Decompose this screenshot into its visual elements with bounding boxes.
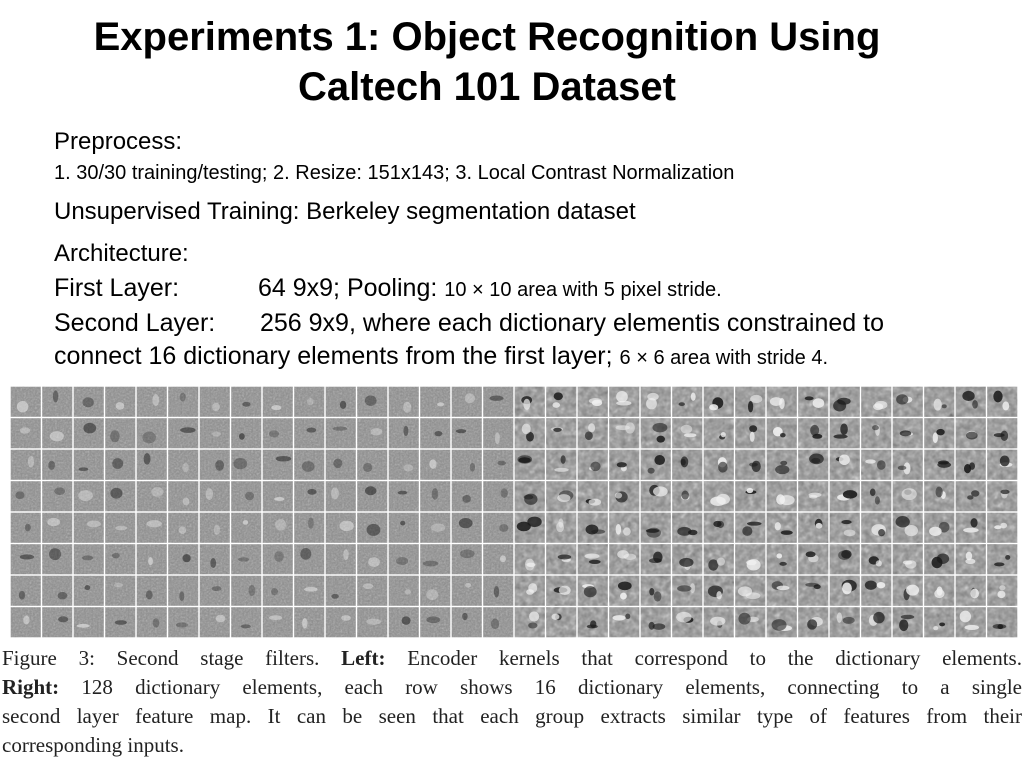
dictionary-element-tile <box>767 387 797 417</box>
encoder-kernel-tile <box>200 576 230 606</box>
caption-text-1a: Figure 3: Second stage filters. <box>2 646 342 670</box>
encoder-kernel-tile <box>74 387 104 417</box>
encoder-kernel-tile <box>483 481 513 511</box>
encoder-kernel-tile <box>452 576 482 606</box>
dictionary-element-tile <box>735 387 765 417</box>
dictionary-element-tile <box>546 481 576 511</box>
dictionary-element-tile <box>578 450 608 480</box>
dictionary-element-tile <box>609 544 639 574</box>
dictionary-element-tile <box>641 513 671 543</box>
dictionary-element-tile <box>987 513 1017 543</box>
encoder-kernel-tile <box>11 607 41 637</box>
encoder-kernel-tile <box>105 607 135 637</box>
dictionary-element-tile <box>861 450 891 480</box>
encoder-kernel-tile <box>200 607 230 637</box>
dictionary-element-tile <box>546 418 576 448</box>
dictionary-element-tile <box>515 387 545 417</box>
encoder-kernel-tile <box>105 576 135 606</box>
encoder-kernel-tile <box>483 450 513 480</box>
encoder-kernel-tile <box>105 450 135 480</box>
encoder-kernel-tile <box>231 544 261 574</box>
dictionary-element-tile <box>515 544 545 574</box>
dictionary-element-tile <box>641 387 671 417</box>
dictionary-element-tile <box>861 576 891 606</box>
dictionary-element-tile <box>641 544 671 574</box>
encoder-kernel-tile <box>11 450 41 480</box>
dictionary-element-tile <box>578 418 608 448</box>
encoder-kernel-tile <box>105 481 135 511</box>
dictionary-element-tile <box>924 607 954 637</box>
dictionary-element-tile <box>546 513 576 543</box>
dictionary-element-tile <box>578 481 608 511</box>
encoder-kernel-tile <box>74 513 104 543</box>
encoder-kernel-tile <box>389 418 419 448</box>
encoder-kernel-tile <box>168 576 198 606</box>
encoder-kernel-tile <box>483 607 513 637</box>
dictionary-element-tile <box>798 387 828 417</box>
dictionary-element-tile <box>956 576 986 606</box>
encoder-kernel-tile <box>326 450 356 480</box>
dictionary-element-tile <box>830 450 860 480</box>
dictionary-element-tile <box>641 418 671 448</box>
dictionary-element-tile <box>798 481 828 511</box>
encoder-kernel-tile <box>168 481 198 511</box>
encoder-kernel-tile <box>420 513 450 543</box>
encoder-kernel-tile <box>294 544 324 574</box>
encoder-kernel-tile <box>389 576 419 606</box>
dictionary-element-tile <box>704 387 734 417</box>
dictionary-element-tile <box>798 576 828 606</box>
caption-line-2 <box>2 673 1022 702</box>
encoder-kernel-tile <box>74 450 104 480</box>
dictionary-element-tile <box>672 513 702 543</box>
second-layer-line-2 <box>54 342 828 371</box>
second-layer-line <box>54 309 884 338</box>
encoder-kernel-tile <box>200 387 230 417</box>
dictionary-element-tile <box>830 607 860 637</box>
caption-line-1 <box>2 644 1022 673</box>
encoder-kernel-tile <box>42 418 72 448</box>
encoder-kernel-tile <box>357 418 387 448</box>
encoder-kernel-tile <box>168 607 198 637</box>
dictionary-element-tile <box>893 418 923 448</box>
encoder-kernel-tile <box>137 481 167 511</box>
dictionary-element-tile <box>893 450 923 480</box>
dictionary-element-tile <box>767 418 797 448</box>
encoder-kernel-tile <box>452 418 482 448</box>
encoder-kernel-tile <box>263 607 293 637</box>
encoder-kernel-tile <box>42 513 72 543</box>
preprocess-steps: 1. 30/30 training/testing; 2. Resize: 151x143; 3. Local Contrast Normalization <box>54 162 735 184</box>
dictionary-elements-panel <box>515 387 1018 638</box>
dictionary-element-tile <box>987 387 1017 417</box>
dictionary-element-tile <box>704 418 734 448</box>
encoder-kernel-tile <box>483 544 513 574</box>
dictionary-element-tile <box>735 544 765 574</box>
dictionary-element-tile <box>672 387 702 417</box>
encoder-kernel-tile <box>263 481 293 511</box>
first-layer-line <box>54 274 722 303</box>
second-layer-desc: 256 9x9, where each dictionary elementis constrained to <box>260 309 884 337</box>
caption-right-label: Right: <box>2 675 60 699</box>
dictionary-element-tile <box>609 418 639 448</box>
encoder-kernel-tile <box>294 576 324 606</box>
dictionary-element-tile <box>641 607 671 637</box>
dictionary-element-tile <box>987 544 1017 574</box>
dictionary-element-tile <box>672 607 702 637</box>
encoder-kernel-tile <box>105 387 135 417</box>
caption-text-2: 128 dictionary elements, each row shows 16 dictionary elements, connecting to a single <box>59 675 1022 699</box>
dictionary-element-tile <box>924 513 954 543</box>
encoder-kernel-tile <box>200 513 230 543</box>
encoder-kernel-tile <box>357 387 387 417</box>
encoder-kernel-tile <box>74 418 104 448</box>
dictionary-element-tile <box>641 481 671 511</box>
second-layer-pooling: 6 × 6 area with stride 4. <box>619 347 828 369</box>
architecture-label: Architecture: <box>54 240 189 267</box>
figure-caption <box>2 644 1022 760</box>
dictionary-element-tile <box>546 576 576 606</box>
dictionary-element-tile <box>893 544 923 574</box>
encoder-kernel-tile <box>263 387 293 417</box>
dictionary-element-tile <box>956 450 986 480</box>
encoder-kernel-tile <box>420 576 450 606</box>
encoder-kernel-tile <box>483 513 513 543</box>
encoder-kernel-tile <box>200 481 230 511</box>
dictionary-element-tile <box>515 450 545 480</box>
encoder-kernel-tile <box>483 418 513 448</box>
caption-line-3: second layer feature map. It can be seen that each group extracts similar type of features from their <box>2 704 1022 728</box>
title-line-1: Experiments 1: Object Recognition Using <box>93 15 881 59</box>
encoder-kernel-tile <box>420 450 450 480</box>
encoder-kernel-tile <box>263 576 293 606</box>
dictionary-element-tile <box>798 418 828 448</box>
encoder-kernel-tile <box>326 544 356 574</box>
dictionary-element-tile <box>735 576 765 606</box>
encoder-kernel-tile <box>357 513 387 543</box>
dictionary-element-tile <box>830 387 860 417</box>
dictionary-element-tile <box>546 544 576 574</box>
encoder-kernel-tile <box>11 544 41 574</box>
dictionary-element-tile <box>735 450 765 480</box>
encoder-kernel-tile <box>105 513 135 543</box>
encoder-kernel-tile <box>42 387 72 417</box>
dictionary-element-tile <box>956 418 986 448</box>
dictionary-element-tile <box>956 387 986 417</box>
dictionary-element-tile <box>578 576 608 606</box>
encoder-kernel-tile <box>452 607 482 637</box>
slide-title <box>0 12 974 112</box>
encoder-kernel-tile <box>168 450 198 480</box>
encoder-kernel-tile <box>357 576 387 606</box>
encoder-kernel-tile <box>137 607 167 637</box>
encoder-kernel-tile <box>389 513 419 543</box>
encoder-kernel-tile <box>105 544 135 574</box>
dictionary-element-tile <box>987 418 1017 448</box>
first-layer-pooling: 10 × 10 area with 5 pixel stride. <box>444 279 722 301</box>
dictionary-element-tile <box>515 576 545 606</box>
dictionary-element-tile <box>704 607 734 637</box>
encoder-kernel-tile <box>42 576 72 606</box>
encoder-kernel-tile <box>452 387 482 417</box>
dictionary-element-tile <box>987 450 1017 480</box>
encoder-kernel-tile <box>231 481 261 511</box>
dictionary-element-tile <box>767 513 797 543</box>
dictionary-element-tile <box>830 418 860 448</box>
dictionary-element-tile <box>578 387 608 417</box>
unsupervised-training-text: Unsupervised Training: Berkeley segmentation dataset <box>54 198 636 225</box>
encoder-kernel-tile <box>11 513 41 543</box>
dictionary-element-tile <box>641 450 671 480</box>
dictionary-element-tile <box>704 481 734 511</box>
dictionary-element-tile <box>515 607 545 637</box>
dictionary-element-tile <box>767 607 797 637</box>
dictionary-element-tile <box>515 418 545 448</box>
dictionary-element-tile <box>735 513 765 543</box>
encoder-kernel-tile <box>326 607 356 637</box>
encoder-kernel-tile <box>231 387 261 417</box>
dictionary-element-tile <box>672 481 702 511</box>
dictionary-element-tile <box>956 513 986 543</box>
dictionary-element-tile <box>767 481 797 511</box>
dictionary-element-tile <box>609 481 639 511</box>
dictionary-element-tile <box>987 576 1017 606</box>
dictionary-element-tile <box>609 607 639 637</box>
dictionary-element-tile <box>578 544 608 574</box>
encoder-kernel-tile <box>263 450 293 480</box>
dictionary-element-tile <box>735 481 765 511</box>
encoder-kernel-tile <box>357 450 387 480</box>
encoder-kernel-tile <box>357 607 387 637</box>
dictionary-element-tile <box>767 576 797 606</box>
dictionary-element-tile <box>893 513 923 543</box>
encoder-kernel-tile <box>74 576 104 606</box>
dictionary-element-tile <box>546 450 576 480</box>
dictionary-element-tile <box>767 544 797 574</box>
encoder-kernel-tile <box>231 576 261 606</box>
encoder-kernel-tile <box>483 576 513 606</box>
dictionary-element-tile <box>924 418 954 448</box>
dictionary-element-tile <box>798 544 828 574</box>
dictionary-element-tile <box>704 576 734 606</box>
dictionary-element-tile <box>641 576 671 606</box>
preprocess-label: Preprocess: <box>54 128 183 155</box>
encoder-kernel-tile <box>483 387 513 417</box>
dictionary-element-tile <box>609 576 639 606</box>
encoder-kernel-tile <box>294 481 324 511</box>
second-layer-desc-2: connect 16 dictionary elements from the first layer; <box>54 342 613 370</box>
encoder-kernel-tile <box>357 481 387 511</box>
encoder-kernel-tile <box>74 481 104 511</box>
encoder-kernel-tile <box>420 607 450 637</box>
dictionary-element-tile <box>830 544 860 574</box>
caption-line-4: corresponding inputs. <box>2 733 184 757</box>
dictionary-element-tile <box>893 576 923 606</box>
encoder-kernel-tile <box>420 418 450 448</box>
filter-figure <box>10 386 1018 638</box>
encoder-kernel-tile <box>137 513 167 543</box>
encoder-kernel-tile <box>452 513 482 543</box>
encoder-kernel-tile <box>389 481 419 511</box>
dictionary-element-tile <box>830 513 860 543</box>
encoder-kernels-panel <box>11 387 514 638</box>
encoder-kernel-tile <box>452 481 482 511</box>
encoder-kernel-tile <box>231 513 261 543</box>
encoder-kernel-tile <box>389 450 419 480</box>
dictionary-element-tile <box>956 607 986 637</box>
dictionary-element-tile <box>515 481 545 511</box>
encoder-kernel-tile <box>389 387 419 417</box>
dictionary-element-tile <box>672 544 702 574</box>
dictionary-element-tile <box>830 481 860 511</box>
dictionary-element-tile <box>672 418 702 448</box>
dictionary-element-tile <box>609 450 639 480</box>
encoder-kernel-tile <box>326 576 356 606</box>
encoder-kernel-tile <box>263 513 293 543</box>
dictionary-element-tile <box>704 513 734 543</box>
dictionary-element-tile <box>893 481 923 511</box>
encoder-kernel-tile <box>137 418 167 448</box>
encoder-kernel-tile <box>357 544 387 574</box>
encoder-kernel-tile <box>11 387 41 417</box>
dictionary-element-tile <box>861 513 891 543</box>
title-line-2: Caltech 101 Dataset <box>298 65 676 109</box>
encoder-kernel-tile <box>326 418 356 448</box>
encoder-kernel-tile <box>200 418 230 448</box>
encoder-kernel-tile <box>11 481 41 511</box>
dictionary-element-tile <box>893 607 923 637</box>
dictionary-element-tile <box>735 418 765 448</box>
encoder-kernel-tile <box>11 418 41 448</box>
dictionary-element-tile <box>546 607 576 637</box>
second-layer-label: Second Layer: <box>54 309 216 337</box>
encoder-kernel-tile <box>168 418 198 448</box>
dictionary-element-tile <box>609 513 639 543</box>
encoder-kernel-tile <box>420 387 450 417</box>
encoder-kernel-tile <box>263 418 293 448</box>
dictionary-element-tile <box>830 576 860 606</box>
encoder-kernel-tile <box>137 387 167 417</box>
encoder-kernel-tile <box>294 450 324 480</box>
first-layer-filters: 64 9x9; Pooling: <box>258 274 438 302</box>
caption-text-1b: Encoder kernels that correspond to the dictionary elements. <box>385 646 1022 670</box>
encoder-kernel-tile <box>326 387 356 417</box>
encoder-kernel-tile <box>74 607 104 637</box>
dictionary-element-tile <box>956 544 986 574</box>
encoder-kernel-tile <box>389 607 419 637</box>
dictionary-element-tile <box>987 481 1017 511</box>
dictionary-element-tile <box>987 607 1017 637</box>
dictionary-element-tile <box>861 481 891 511</box>
caption-left-label: Left: <box>341 646 386 670</box>
encoder-kernel-tile <box>42 481 72 511</box>
encoder-kernel-tile <box>168 513 198 543</box>
encoder-kernel-tile <box>200 450 230 480</box>
encoder-kernel-tile <box>389 544 419 574</box>
dictionary-element-tile <box>515 513 545 543</box>
dictionary-element-tile <box>924 387 954 417</box>
encoder-kernel-tile <box>452 450 482 480</box>
encoder-kernel-tile <box>137 544 167 574</box>
encoder-kernel-tile <box>200 544 230 574</box>
dictionary-element-tile <box>798 513 828 543</box>
encoder-kernel-tile <box>11 576 41 606</box>
dictionary-element-tile <box>924 544 954 574</box>
encoder-kernel-tile <box>42 450 72 480</box>
dictionary-element-tile <box>861 544 891 574</box>
encoder-kernel-tile <box>294 513 324 543</box>
dictionary-element-tile <box>956 481 986 511</box>
encoder-kernel-tile <box>326 481 356 511</box>
encoder-kernel-tile <box>42 544 72 574</box>
dictionary-element-tile <box>861 387 891 417</box>
encoder-kernel-tile <box>294 607 324 637</box>
dictionary-element-tile <box>924 481 954 511</box>
dictionary-element-tile <box>735 607 765 637</box>
dictionary-element-tile <box>704 544 734 574</box>
encoder-kernel-tile <box>137 576 167 606</box>
dictionary-element-tile <box>704 450 734 480</box>
dictionary-element-tile <box>798 607 828 637</box>
encoder-kernel-tile <box>105 418 135 448</box>
dictionary-element-tile <box>672 450 702 480</box>
encoder-kernel-tile <box>74 544 104 574</box>
dictionary-element-tile <box>767 450 797 480</box>
dictionary-element-tile <box>578 513 608 543</box>
dictionary-element-tile <box>924 576 954 606</box>
dictionary-element-tile <box>546 387 576 417</box>
dictionary-element-tile <box>672 576 702 606</box>
encoder-kernel-tile <box>420 544 450 574</box>
encoder-kernel-tile <box>231 450 261 480</box>
dictionary-element-tile <box>861 418 891 448</box>
encoder-kernel-tile <box>326 513 356 543</box>
encoder-kernel-tile <box>168 544 198 574</box>
encoder-kernel-tile <box>452 544 482 574</box>
encoder-kernel-tile <box>168 387 198 417</box>
dictionary-element-tile <box>798 450 828 480</box>
encoder-kernel-tile <box>263 544 293 574</box>
encoder-kernel-tile <box>294 418 324 448</box>
dictionary-element-tile <box>609 387 639 417</box>
encoder-kernel-tile <box>294 387 324 417</box>
filter-grid-svg <box>10 386 1018 638</box>
dictionary-element-tile <box>861 607 891 637</box>
encoder-kernel-tile <box>420 481 450 511</box>
encoder-kernel-tile <box>137 450 167 480</box>
dictionary-element-tile <box>893 387 923 417</box>
first-layer-label: First Layer: <box>54 274 180 302</box>
dictionary-element-tile <box>578 607 608 637</box>
encoder-kernel-tile <box>231 607 261 637</box>
encoder-kernel-tile <box>231 418 261 448</box>
encoder-kernel-tile <box>42 607 72 637</box>
dictionary-element-tile <box>924 450 954 480</box>
